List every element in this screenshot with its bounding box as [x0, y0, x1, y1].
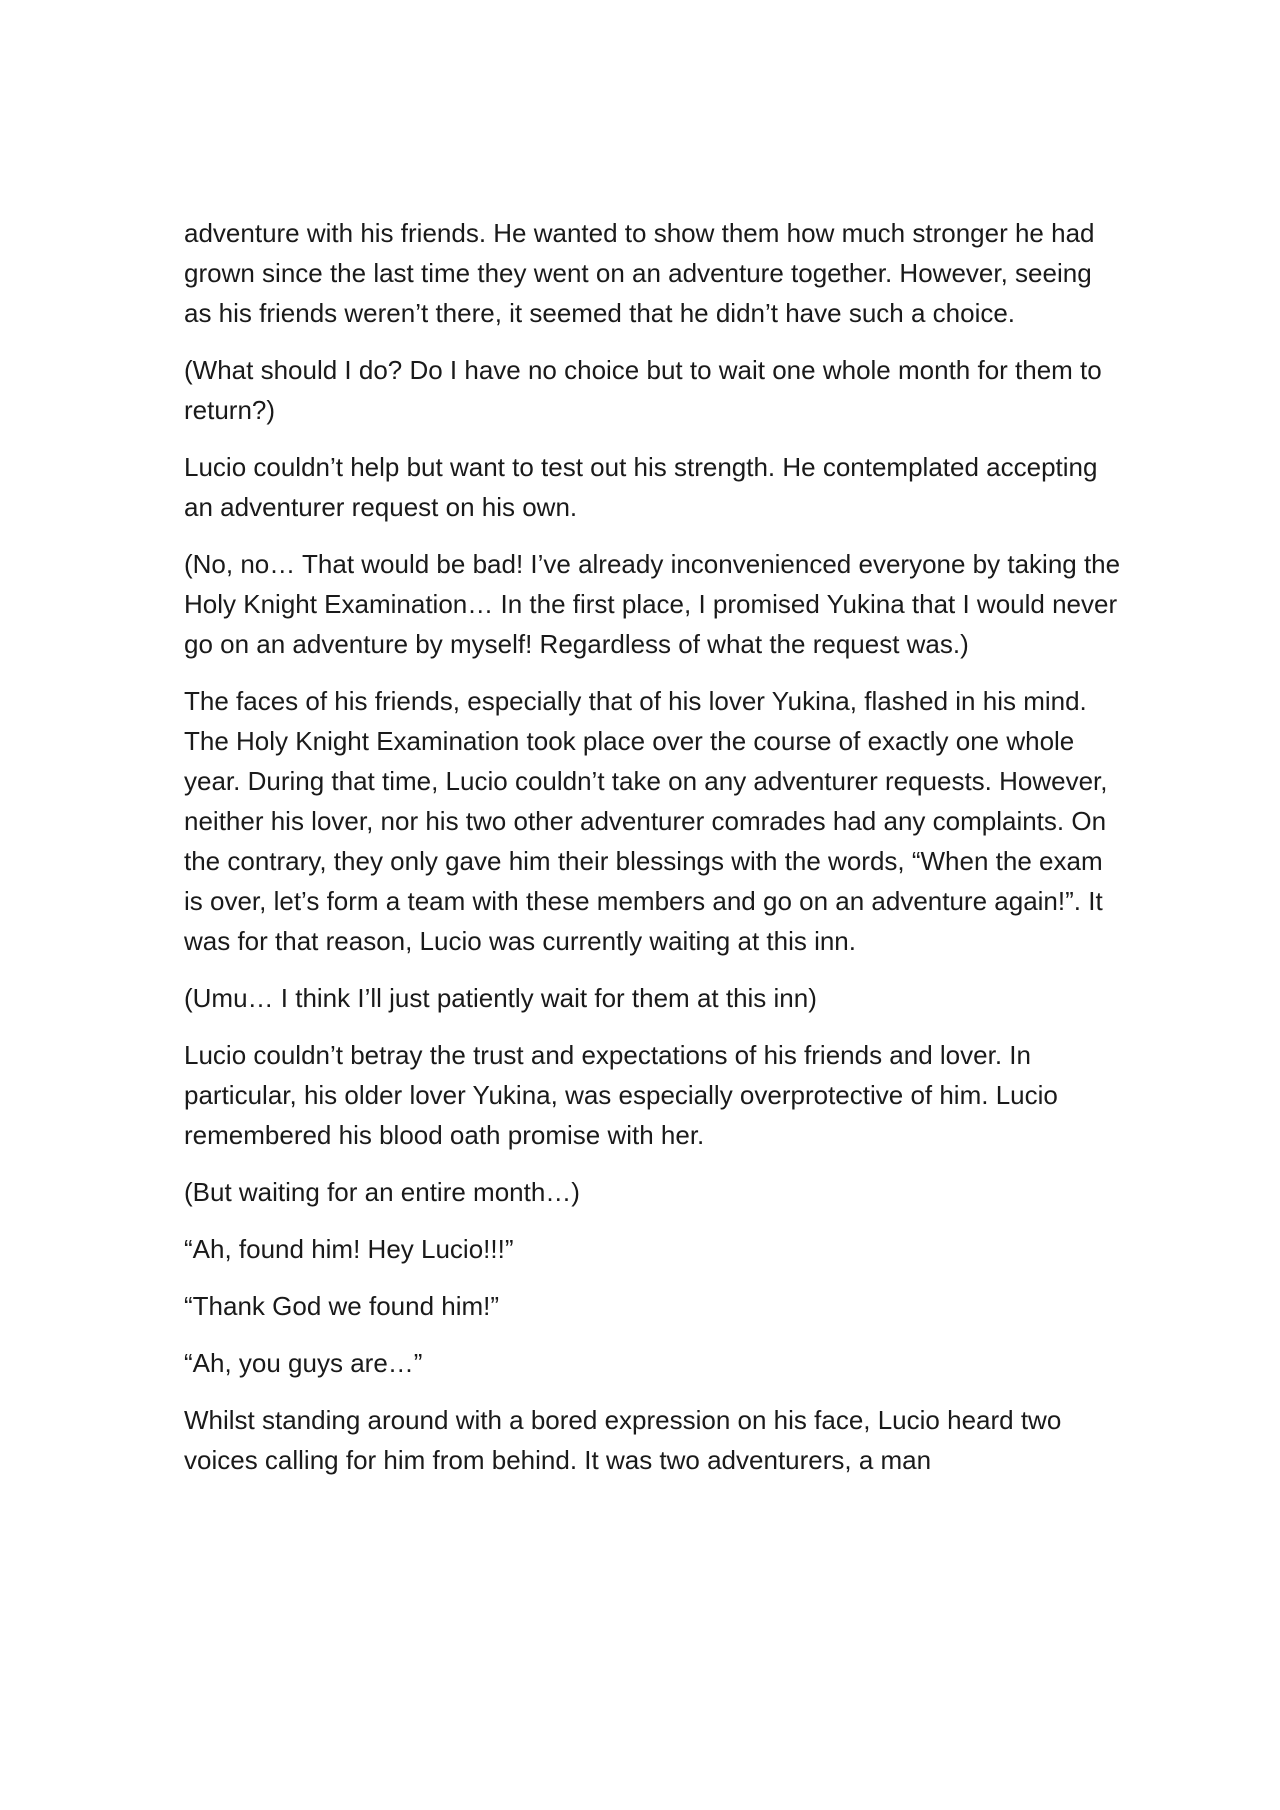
- document-body: [184, 213, 1124, 1497]
- paragraph: (What should I do? Do I have no choice but to wait one whole month for them to return?): [184, 355, 1102, 425]
- paragraph: “Thank God we found him!”: [184, 1291, 500, 1321]
- paragraph: “Ah, you guys are…”: [184, 1348, 423, 1378]
- paragraph: (No, no… That would be bad! I’ve already inconvenienced everyone by taking the Holy Knight Examination… In the first place, I promised Yukina that I would never go on an adventure by myself! Regardless of what the request was.): [184, 549, 1121, 659]
- paragraph: (Umu… I think I’ll just patiently wait for them at this inn): [184, 983, 817, 1013]
- paragraph: Lucio couldn’t help but want to test out his strength. He contemplated accepting an adventurer request on his own.: [184, 452, 1098, 522]
- paragraph: The faces of his friends, especially that of his lover Yukina, flashed in his mind. The Holy Knight Examination took place over the course of exactly one whole year. During that time, Lucio couldn’t take on any adventurer requests. However, neither his lover, nor his two other adventurer comrades had any complaints. On the contrary, they only gave him their blessings with the words, “When the exam is over, let’s form a team with these members and go on an adventure again!”. It was for that reason, Lucio was currently waiting at this inn.: [184, 686, 1108, 956]
- paragraph: “Ah, found him! Hey Lucio!!!”: [184, 1234, 514, 1264]
- paragraph: adventure with his friends. He wanted to show them how much stronger he had grown since the last time they went on an adventure together. However, seeing as his friends weren’t there, it seemed that he didn’t have such a choice.: [184, 218, 1095, 328]
- paragraph: Whilst standing around with a bored expression on his face, Lucio heard two voices calling for him from behind. It was two adventurers, a man: [184, 1405, 1062, 1475]
- paragraph: Lucio couldn’t betray the trust and expectations of his friends and lover. In particular, his older lover Yukina, was especially overprotective of him. Lucio remembered his blood oath promise with her.: [184, 1040, 1058, 1150]
- paragraph: (But waiting for an entire month…): [184, 1177, 580, 1207]
